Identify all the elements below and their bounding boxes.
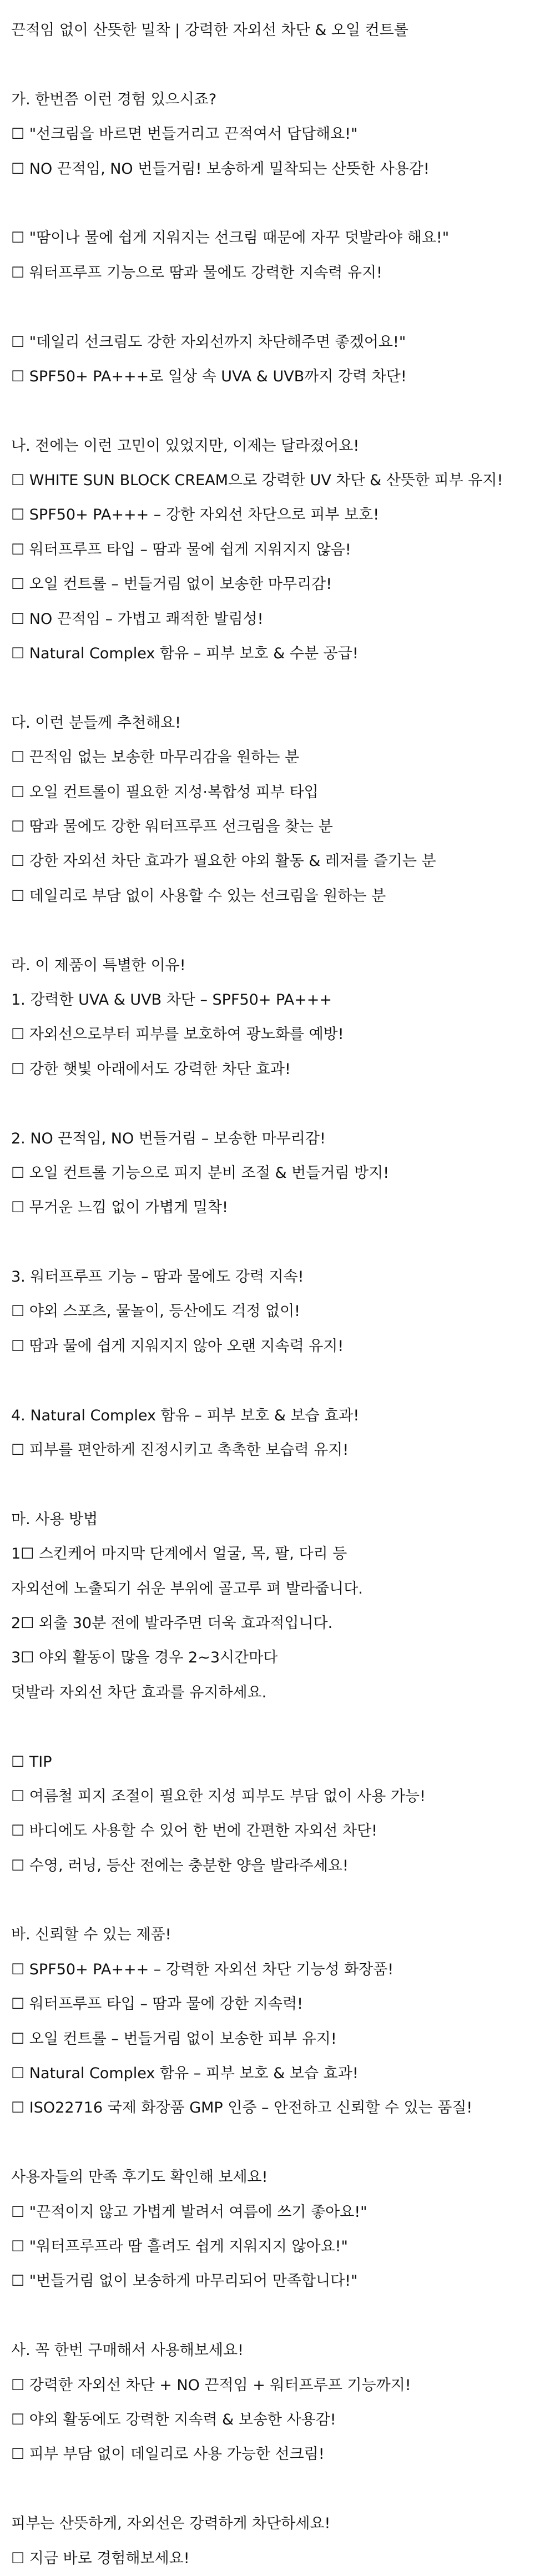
text-line: 피부는 산뜻하게, 자외선은 강력하게 차단하세요! (11, 2515, 331, 2533)
text-line: ☐ 지금 바로 경험해보세요! (11, 2549, 190, 2567)
text-line: ☐ NO 끈적임 – 가볍고 쾌적한 발림성! (11, 610, 264, 628)
blank-line (11, 2472, 555, 2507)
text-line: ☐ SPF50+ PA+++로 일상 속 UVA & UVB까지 강력 차단! (11, 367, 407, 385)
blank-line (11, 1883, 555, 1918)
text-line: ☐ 땀과 물에 쉽게 지워지지 않아 오랜 지속력 유지! (11, 1337, 344, 1355)
text-line: 자외선에 노출되기 쉬운 부위에 골고루 펴 발라줍니다. (11, 1580, 363, 1597)
text-line: ☐ 워터프루프 기능으로 땀과 물에도 강력한 지속력 유지! (11, 264, 382, 281)
text-line: ☐ "선크림을 바르면 번들거리고 끈적여서 답답해요!" (11, 125, 358, 143)
text-line: ☐ WHITE SUN BLOCK CREAM으로 강력한 UV 차단 & 산뜻한 피부 유지! (11, 472, 503, 490)
blank-line (11, 394, 555, 429)
text-line: ☐ 강한 자외선 차단 효과가 필요한 야외 활동 & 레저를 즐기는 분 (11, 853, 436, 870)
blank-line (11, 1710, 555, 1745)
text-line: 2. NO 끈적임, NO 번들거림 – 보송한 마무리감! (11, 1130, 326, 1147)
blank-line (11, 290, 555, 325)
text-line: ☐ 끈적임 없는 보송한 마무리감을 원하는 분 (11, 749, 300, 767)
blank-line (11, 914, 555, 948)
text-line: ☐ Natural Complex 함유 – 피부 보호 & 보습 효과! (11, 2065, 359, 2083)
text-line: ☐ 땀과 물에도 강한 워터프루프 선크림을 찾는 분 (11, 818, 333, 835)
text-line: 다. 이런 분들께 추천해요! (11, 714, 181, 732)
blank-line (11, 1364, 555, 1398)
text-line: ☐ 워터프루프 타입 – 땀과 물에 쉽게 지워지지 않음! (11, 541, 351, 558)
text-line: ☐ 오일 컨트롤 기능으로 피지 분비 조절 & 번들거림 방지! (11, 1164, 390, 1182)
text-line: 나. 전에는 이런 고민이 있었지만, 이제는 달라졌어요! (11, 437, 360, 455)
text-line: ☐ NO 끈적임, NO 번들거림! 보송하게 밀착되는 산뜻한 사용감! (11, 160, 430, 178)
blank-line (11, 1087, 555, 1121)
text-line: ☐ "끈적이지 않고 가볍게 발려서 여름에 쓰기 좋아요!" (11, 2203, 367, 2221)
text-line: ☐ 야외 스포츠, 물놀이, 등산에도 걱정 없이! (11, 1303, 301, 1320)
text-line: ☐ 워터프루프 타입 – 땀과 물에 강한 지속력! (11, 1995, 303, 2013)
text-line: ☐ "워터프루프라 땀 흘려도 쉽게 지워지지 않아요!" (11, 2238, 348, 2255)
text-line: ☐ 오일 컨트롤 – 번들거림 없이 보송한 마무리감! (11, 576, 332, 593)
text-line: ☐ "땀이나 물에 쉽게 지워지는 선크림 때문에 자꾸 덧발라야 해요!" (11, 229, 450, 247)
text-line: ☐ 오일 컨트롤이 필요한 지성·복합성 피부 타입 (11, 783, 319, 801)
text-line: ☐ 오일 컨트롤 – 번들거림 없이 보송한 피부 유지! (11, 2030, 337, 2048)
blank-line (11, 1468, 555, 1502)
text-line: 끈적임 없이 산뜻한 밀착 | 강력한 자외선 차단 & 오일 컨트롤 (11, 22, 408, 39)
blank-line (11, 2126, 555, 2160)
text-line: ☐ SPF50+ PA+++ – 강력한 자외선 차단 기능성 화장품! (11, 1960, 394, 1978)
text-line: ☐ "데일리 선크림도 강한 자외선까지 차단해주면 좋겠어요!" (11, 333, 406, 351)
text-line: ☐ "번들거림 없이 보송하게 마무리되어 만족합니다!" (11, 2272, 358, 2290)
text-line: ☐ 자외선으로부터 피부를 보호하여 광노화를 예방! (11, 1026, 344, 1043)
text-line: 사용자들의 만족 후기도 확인해 보세요! (11, 2169, 268, 2186)
text-line: ☐ 피부를 편안하게 진정시키고 촉촉한 보습력 유지! (11, 1441, 349, 1459)
text-line: ☐ 강력한 자외선 차단 + NO 끈적임 + 워터프루프 기능까지! (11, 2376, 411, 2394)
blank-line (11, 48, 555, 82)
text-line: ☐ Natural Complex 함유 – 피부 보호 & 수분 공급! (11, 645, 359, 663)
text-line: ☐ 피부 부담 없이 데일리로 사용 가능한 선크림! (11, 2446, 325, 2463)
text-line: 1☐ 스킨케어 마지막 단계에서 얼굴, 목, 팔, 다리 등 (11, 1545, 347, 1563)
text-line: 가. 한번쯤 이런 경험 있으시죠? (11, 90, 217, 108)
text-line: ☐ 야외 활동에도 강력한 지속력 & 보송한 사용감! (11, 2411, 336, 2428)
text-line: 라. 이 제품이 특별한 이유! (11, 956, 186, 974)
text-line: ☐ 수영, 러닝, 등산 전에는 충분한 양을 발라주세요! (11, 1857, 349, 1874)
text-line: 마. 사용 방법 (11, 1510, 98, 1528)
blank-line (11, 1226, 555, 1260)
text-line: 2☐ 외출 30분 전에 발라주면 더욱 효과적입니다. (11, 1614, 333, 1632)
text-line: ☐ SPF50+ PA+++ – 강한 자외선 차단으로 피부 보호! (11, 506, 380, 524)
blank-line (11, 2299, 555, 2333)
text-line: 사. 꼭 한번 구매해서 사용해보세요! (11, 2342, 244, 2360)
blank-line (11, 186, 555, 221)
text-line: 덧발라 자외선 차단 효과를 유지하세요. (11, 1683, 267, 1701)
text-line: 바. 신뢰할 수 있는 제품! (11, 1926, 171, 1944)
text-line: ☐ 여름철 피지 조절이 필요한 지성 피부도 부담 없이 사용 가능! (11, 1787, 426, 1805)
text-line: 4. Natural Complex 함유 – 피부 보호 & 보습 효과! (11, 1407, 360, 1424)
text-line: ☐ TIP (11, 1753, 52, 1771)
text-line: ☐ 무거운 느낌 없이 가볍게 밀착! (11, 1199, 228, 1217)
text-line: ☐ 바디에도 사용할 수 있어 한 번에 간편한 자외선 차단! (11, 1822, 377, 1840)
text-line: 3☐ 야외 활동이 많을 경우 2~3시간마다 (11, 1649, 278, 1667)
text-line: ☐ ISO22716 국제 화장품 GMP 인증 – 안전하고 신뢰할 수 있는 품질! (11, 2099, 473, 2117)
text-line: 1. 강력한 UVA & UVB 차단 – SPF50+ PA+++ (11, 991, 332, 1009)
blank-line (11, 671, 555, 705)
text-line: ☐ 강한 햇빛 아래에서도 강력한 차단 효과! (11, 1060, 291, 1078)
text-line: 3. 워터프루프 기능 – 땀과 물에도 강력 지속! (11, 1268, 304, 1286)
text-line: ☐ 데일리로 부담 없이 사용할 수 있는 선크림을 원하는 분 (11, 887, 386, 905)
